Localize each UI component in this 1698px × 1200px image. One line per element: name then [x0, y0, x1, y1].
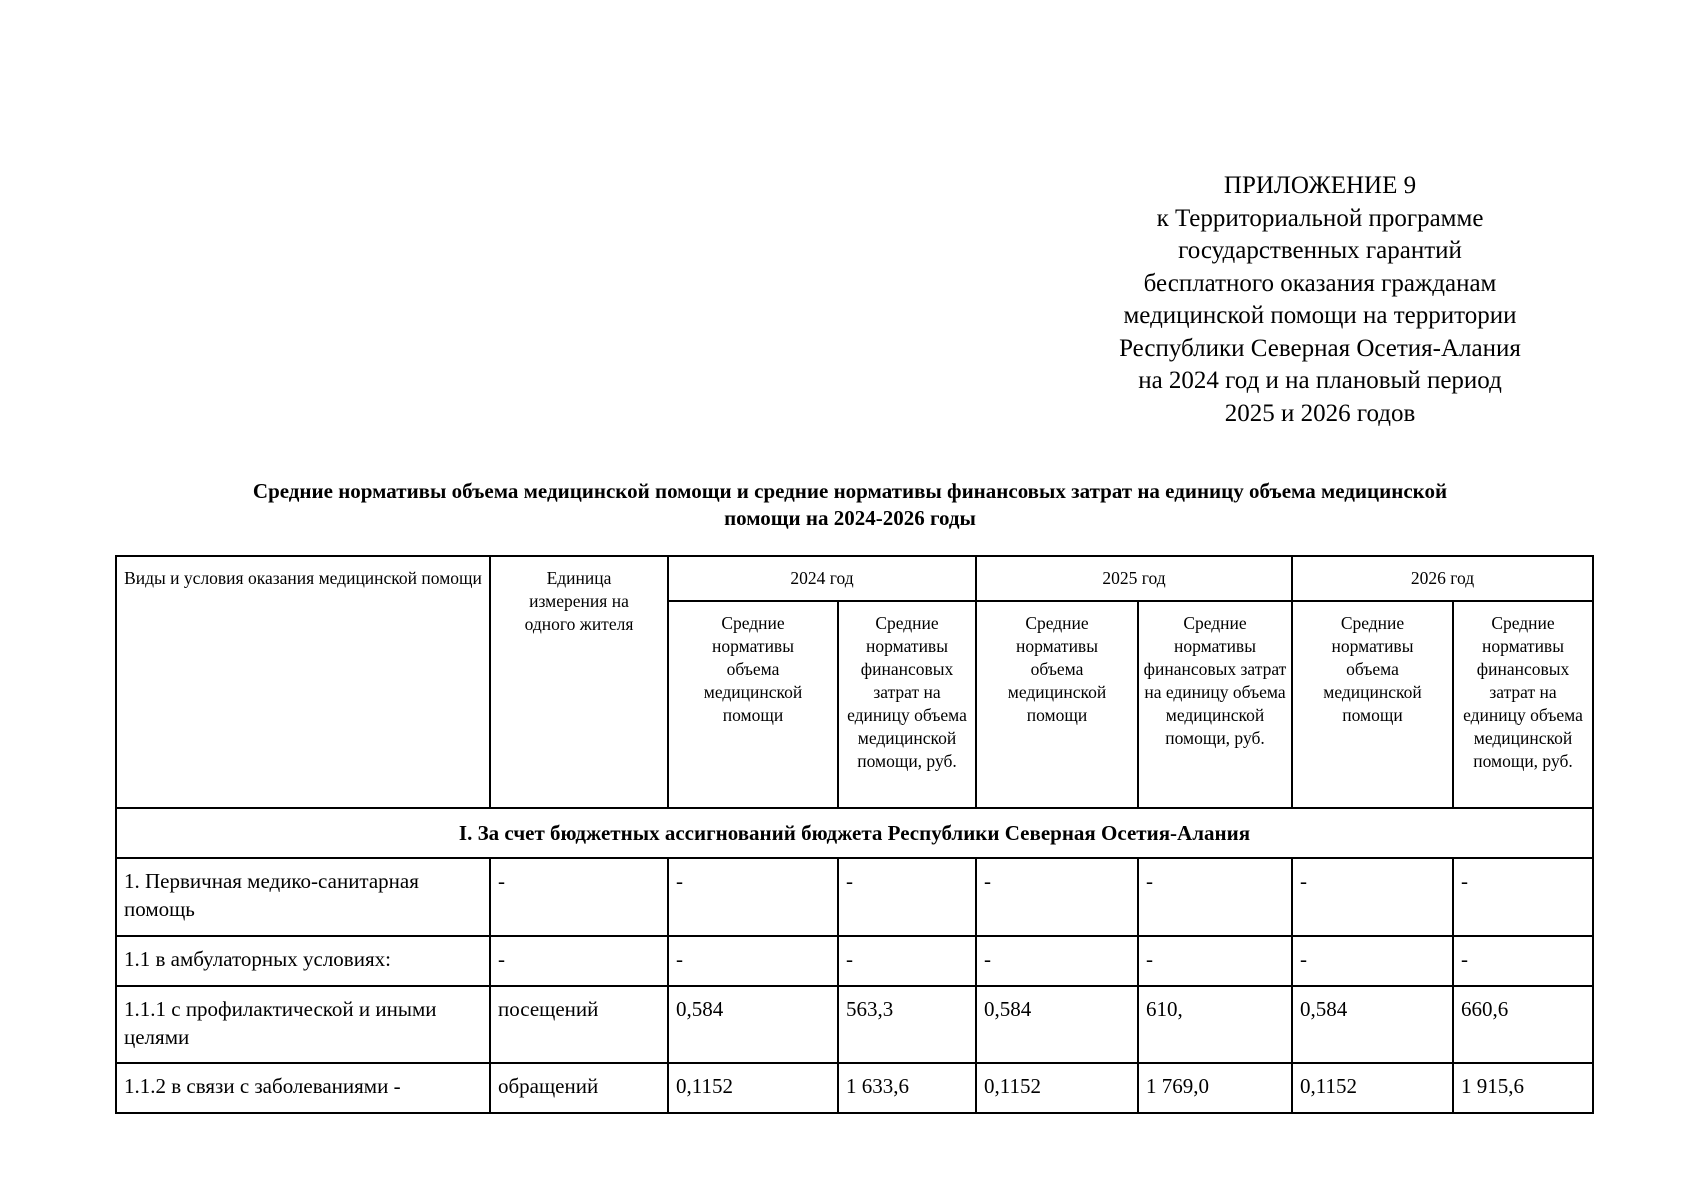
table-row	[116, 986, 1593, 1063]
row-cost-2024: -	[838, 858, 976, 936]
header-year-2024: 2024 год	[668, 556, 976, 601]
row-kind: 1.1 в амбулаторных условиях:	[116, 936, 490, 986]
row-kind: 1.1.1 с профилактической и иными целями	[116, 986, 490, 1063]
row-kind: 1. Первичная медико-санитарная помощь	[116, 858, 490, 936]
row-cost-2026: 660,6	[1453, 986, 1593, 1063]
appendix-line: ПРИЛОЖЕНИЕ 9	[1223, 172, 1417, 199]
row-cost-2024: 1 633,6	[838, 1063, 976, 1113]
row-volume-2026: 0,1152	[1292, 1063, 1453, 1113]
header-cost-2025: Средние нормативы финансовых затрат на единицу объема медицинской помощи, руб.	[1138, 601, 1292, 808]
row-cost-2025: 610,	[1138, 986, 1292, 1063]
row-cost-2026: -	[1453, 936, 1593, 986]
row-volume-2025: -	[976, 936, 1138, 986]
row-unit: -	[490, 858, 668, 936]
header-cost-2024: Средние нормативы финансовых затрат на единицу объема медицинской помощи, руб.	[838, 601, 976, 808]
row-cost-2025: -	[1138, 858, 1292, 936]
table-header-row	[116, 556, 1593, 601]
row-unit: посещений	[490, 986, 668, 1063]
row-volume-2026: -	[1292, 936, 1453, 986]
header-cost-2026: Средние нормативы финансовых затрат на единицу объема медицинской помощи, руб.	[1453, 601, 1593, 808]
table-row	[116, 858, 1593, 936]
appendix-line: государственных гарантий	[1178, 237, 1462, 264]
row-cost-2026: -	[1453, 858, 1593, 936]
row-cost-2024: 563,3	[838, 986, 976, 1063]
header-year-2025: 2025 год	[976, 556, 1292, 601]
row-cost-2025: -	[1138, 936, 1292, 986]
row-volume-2024: 0,1152	[668, 1063, 838, 1113]
row-cost-2024: -	[838, 936, 976, 986]
row-unit: -	[490, 936, 668, 986]
table-row	[116, 936, 1593, 986]
row-volume-2024: 0,584	[668, 986, 838, 1063]
appendix-line: Республики Северная Осетия-Алания	[1119, 334, 1521, 362]
appendix-header	[1040, 170, 1600, 430]
header-volume-2025: Средние нормативы объема медицинской помощи	[976, 601, 1138, 808]
appendix-line: 2025 и 2026 годов	[1224, 399, 1416, 427]
header-volume-2026: Средние нормативы объема медицинской помощи	[1292, 601, 1453, 808]
row-volume-2025: -	[976, 858, 1138, 936]
table-row	[116, 1063, 1593, 1113]
row-volume-2024: -	[668, 858, 838, 936]
appendix-line: к Территориальной программе	[1156, 204, 1484, 232]
header-unit: Единица измерения на одного жителя	[490, 556, 668, 808]
norms-table	[115, 555, 1594, 1114]
appendix-line: бесплатного оказания гражданам	[1143, 269, 1497, 297]
row-unit: обращений	[490, 1063, 668, 1113]
header-volume-2024: Средние нормативы объема медицинской помощи	[668, 601, 838, 808]
document-title-line-1: Средние нормативы объема медицинской помощи и средние нормативы финансовых затрат на единицу объема медицинской	[252, 479, 1448, 503]
document-title-line-2: помощи на 2024-2026 годы	[724, 506, 976, 530]
document-title	[110, 478, 1590, 532]
appendix-line: на 2024 год и на плановый период	[1138, 367, 1502, 394]
header-year-2026: 2026 год	[1292, 556, 1593, 601]
row-volume-2025: 0,1152	[976, 1063, 1138, 1113]
row-volume-2026: 0,584	[1292, 986, 1453, 1063]
row-kind: 1.1.2 в связи с заболеваниями -	[116, 1063, 490, 1113]
row-volume-2025: 0,584	[976, 986, 1138, 1063]
section-title: I. За счет бюджетных ассигнований бюджета Республики Северная Осетия-Алания	[116, 808, 1593, 858]
row-cost-2025: 1 769,0	[1138, 1063, 1292, 1113]
row-volume-2024: -	[668, 936, 838, 986]
header-kind: Виды и условия оказания медицинской помощи	[116, 556, 490, 808]
row-cost-2026: 1 915,6	[1453, 1063, 1593, 1113]
row-volume-2026: -	[1292, 858, 1453, 936]
appendix-line: медицинской помощи на территории	[1123, 302, 1517, 329]
section-row	[116, 808, 1593, 858]
